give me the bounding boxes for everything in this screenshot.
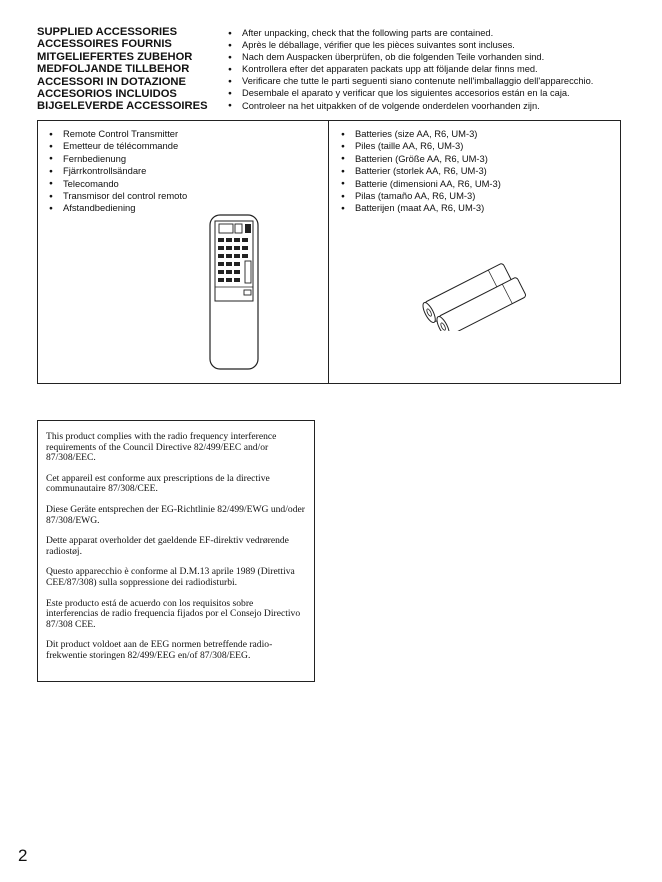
list-item: ● Batterier (storlek AA, R6, UM-3) [341,165,501,177]
list-item: ● Emetteur de télécommande [49,140,187,152]
list-item: ● Fernbedienung [49,153,187,165]
instruction-item: ● Desembale el aparato y verificar que los siguientes accesorios están en la caja. [228,87,593,99]
title-de: MITGELIEFERTES ZUBEHOR [37,50,193,63]
box-divider [328,121,329,383]
aa-batteries-icon [415,261,535,331]
list-item: ● Batteries (size AA, R6, UM-3) [341,128,501,140]
list-item: ● Batterijen (maat AA, R6, UM-3) [341,202,501,214]
list-item: ● Piles (taille AA, R6, UM-3) [341,140,501,152]
list-item: ● Fjärrkontrollsändare [49,165,187,177]
compliance-it: Questo apparecchio è conforme al D.M.13 aprile 1989 (Direttiva CEE/87/308) sulla soppressione dei radiodisturbi. [46,566,295,588]
list-item: ● Afstandbediening [49,202,187,214]
list-item: ● Batterie (dimensioni AA, R6, UM-3) [341,178,501,190]
list-item: ● Pilas (tamaño AA, R6, UM-3) [341,190,501,202]
instruction-item: ● After unpacking, check that the following parts are contained. [228,27,593,39]
instruction-item: ● Après le déballage, vérifier que les pièces suivantes sont incluses. [228,39,593,51]
list-item: ● Transmisor del control remoto [49,190,187,202]
instruction-item: ● Kontrollera efter det apparaten packats upp att följande delar finns med. [228,63,593,75]
batteries-list [341,128,501,215]
page-number: 2 [18,846,28,865]
unpacking-instructions [228,27,593,112]
compliance-da: Dette apparat overholder det gaeldende EF-direktiv vedrørende radiostøj. [46,535,289,557]
list-item: ● Remote Control Transmitter [49,128,187,140]
title-it: ACCESSORI IN DOTAZIONE [37,75,186,88]
compliance-notice [37,420,315,682]
compliance-es: Este producto está de acuerdo con los requisitos sobre interferencias de radio frequencia fijados por el Consejo Directivo 87/308 CEE. [46,597,301,630]
compliance-fr: Cet appareil est conforme aux prescriptions de la directive communautaire 87/308/CEE. [46,472,270,495]
instruction-item: ● Nach dem Auspacken überprüfen, ob die folgenden Teile vorhanden sind. [228,51,593,63]
accessories-titles [37,26,208,113]
list-item: ● Batterien (Größe AA, R6, UM-3) [341,153,501,165]
remote-list [49,128,187,215]
list-item: ● Telecomando [49,178,187,190]
title-sv: MEDFOLJANDE TILLBEHOR [37,63,190,76]
title-nl: BIJGELEVERDE ACCESSOIRES [37,100,208,113]
compliance-en: This product complies with the radio frequency interference requirements of the Council Directive 82/499/EEC and/or 87/308/EEC. [46,431,277,464]
title-fr: ACCESSOIRES FOURNIS [37,38,172,51]
title-es: ACCESORIOS INCLUIDOS [37,88,177,101]
instruction-item: ● Controleer na het uitpakken of de volgende onderdelen voorhanden zijn. [228,100,593,112]
title-en: SUPPLIED ACCESSORIES [37,26,178,38]
instruction-item: ● Verificare che tutte le parti seguenti siano contenute nell'imballaggio dell'apparecchio. [228,75,593,87]
compliance-nl: Dit product voldoet aan de EEG normen betreffende radio-frekwentie storingen 82/499/EEG en/of 87/308/EEG. [46,639,273,661]
remote-control-icon [208,213,260,371]
accessories-box [37,120,621,384]
compliance-de: Diese Geräte entsprechen der EG-Richtlinie 82/499/EWG und/oder 87/308/EWG. [46,503,305,526]
